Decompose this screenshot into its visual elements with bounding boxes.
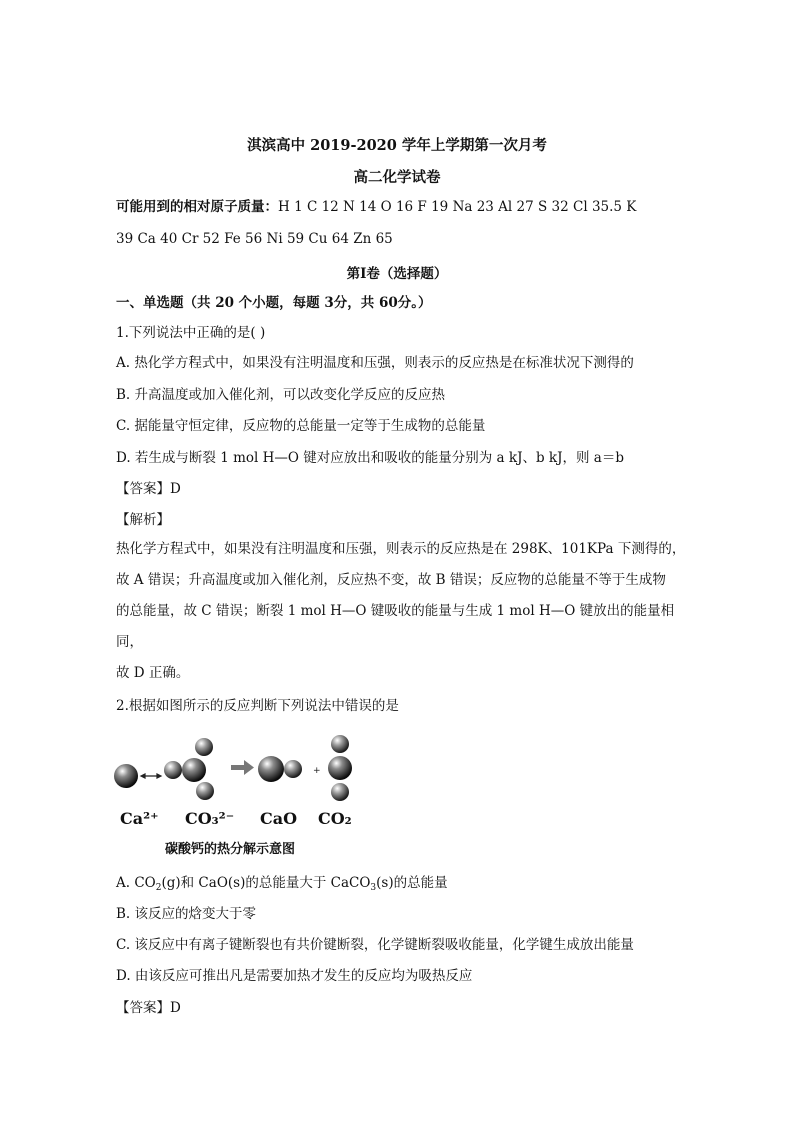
- question-1-analysis-label: 【解析】: [116, 512, 170, 528]
- section-heading: 一、单选题（共 20 个小题，每题 3分，共 60分。）: [116, 295, 432, 311]
- question-1-option-a: A. 热化学方程式中，如果没有注明温度和压强，则表示的反应热是在标准状况下测得的: [116, 355, 634, 371]
- exam-subtitle: 高二化学试卷: [353, 169, 441, 186]
- reaction-arrow: [231, 760, 254, 775]
- carbon-dioxide-molecule: [328, 735, 352, 801]
- option-a-part: A. CO: [116, 875, 156, 891]
- analysis-line: 故 D 正确。: [116, 665, 190, 681]
- question-1-stem: 1.下列说法中正确的是( ): [116, 325, 266, 341]
- diagram-caption: 碳酸钙的热分解示意图: [165, 842, 296, 857]
- question-1-analysis: [116, 534, 686, 689]
- plus-sign: +: [313, 766, 321, 776]
- question-1-option-d: D. 若生成与断裂 1 mol H—O 键对应放出和吸收的能量分别为 a kJ、b kJ，则 a＝b: [116, 450, 624, 466]
- question-2-option-c: C. 该反应中有离子键断裂也有共价键断裂，化学键断裂吸收能量，化学键生成放出能量: [116, 937, 634, 953]
- carbon-dioxide-label: CO₂: [318, 809, 352, 828]
- atomic-masses-label: 可能用到的相对原子质量：: [116, 199, 278, 215]
- question-1-option-c: C. 据能量守恒定律，反应物的总能量一定等于生成物的总能量: [116, 418, 486, 434]
- analysis-line: 故 A 错误；升高温度或加入催化剂，反应热不变，故 B 错误；反应物的总能量不等于生成物: [116, 572, 666, 588]
- option-a-part: (s)的总能量: [376, 875, 448, 891]
- question-2-option-b: B. 该反应的焓变大于零: [116, 906, 257, 922]
- atomic-masses-line-2: 39 Ca 40 Cr 52 Fe 56 Ni 59 Cu 64 Zn 65: [116, 231, 393, 247]
- question-2-option-d: D. 由该反应可推出凡是需要加热才发生的反应均为吸热反应: [116, 968, 473, 984]
- analysis-line: 热化学方程式中，如果没有注明温度和压强，则表示的反应热是在 298K、101KPa 下测得的，: [116, 541, 686, 557]
- calcium-oxide-molecule: [258, 756, 302, 782]
- atomic-masses-values-1: H 1 C 12 N 14 O 16 F 19 Na 23 Al 27 S 32 Cl 35.5 K: [278, 199, 637, 215]
- calcium-ion-label: Ca²⁺: [120, 809, 159, 828]
- calcium-ion-atom: [114, 764, 138, 788]
- atomic-masses-line-1: [116, 198, 636, 216]
- carbonate-ion-molecule: [164, 738, 214, 800]
- volume-heading: 第Ⅰ卷（选择题）: [346, 266, 448, 282]
- question-1-answer: 【答案】D: [116, 481, 181, 497]
- analysis-line: 的总能量，故 C 错误；断裂 1 mol H—O 键吸收的能量与生成 1 mol H—O 键放出的能量相同，: [116, 603, 675, 650]
- ionic-bond-arrow: [141, 774, 161, 778]
- question-2-stem: 2.根据如图所示的反应判断下列说法中错误的是: [116, 698, 399, 714]
- question-2-answer: 【答案】D: [116, 1000, 181, 1016]
- question-2-option-a: [116, 874, 448, 897]
- option-a-part: (g)和 CaO(s)的总能量大于 CaCO: [161, 875, 371, 891]
- subscript: 2: [155, 883, 162, 893]
- calcium-carbonate-decomposition-diagram: [108, 730, 368, 830]
- carbonate-ion-label: CO₃²⁻: [185, 809, 235, 828]
- question-1-option-b: B. 升高温度或加入催化剂，可以改变化学反应的反应热: [116, 387, 446, 403]
- subscript: 3: [370, 883, 377, 893]
- calcium-oxide-label: CaO: [260, 809, 298, 828]
- exam-title: 淇滨高中 2019-2020 学年上学期第一次月考: [247, 137, 547, 154]
